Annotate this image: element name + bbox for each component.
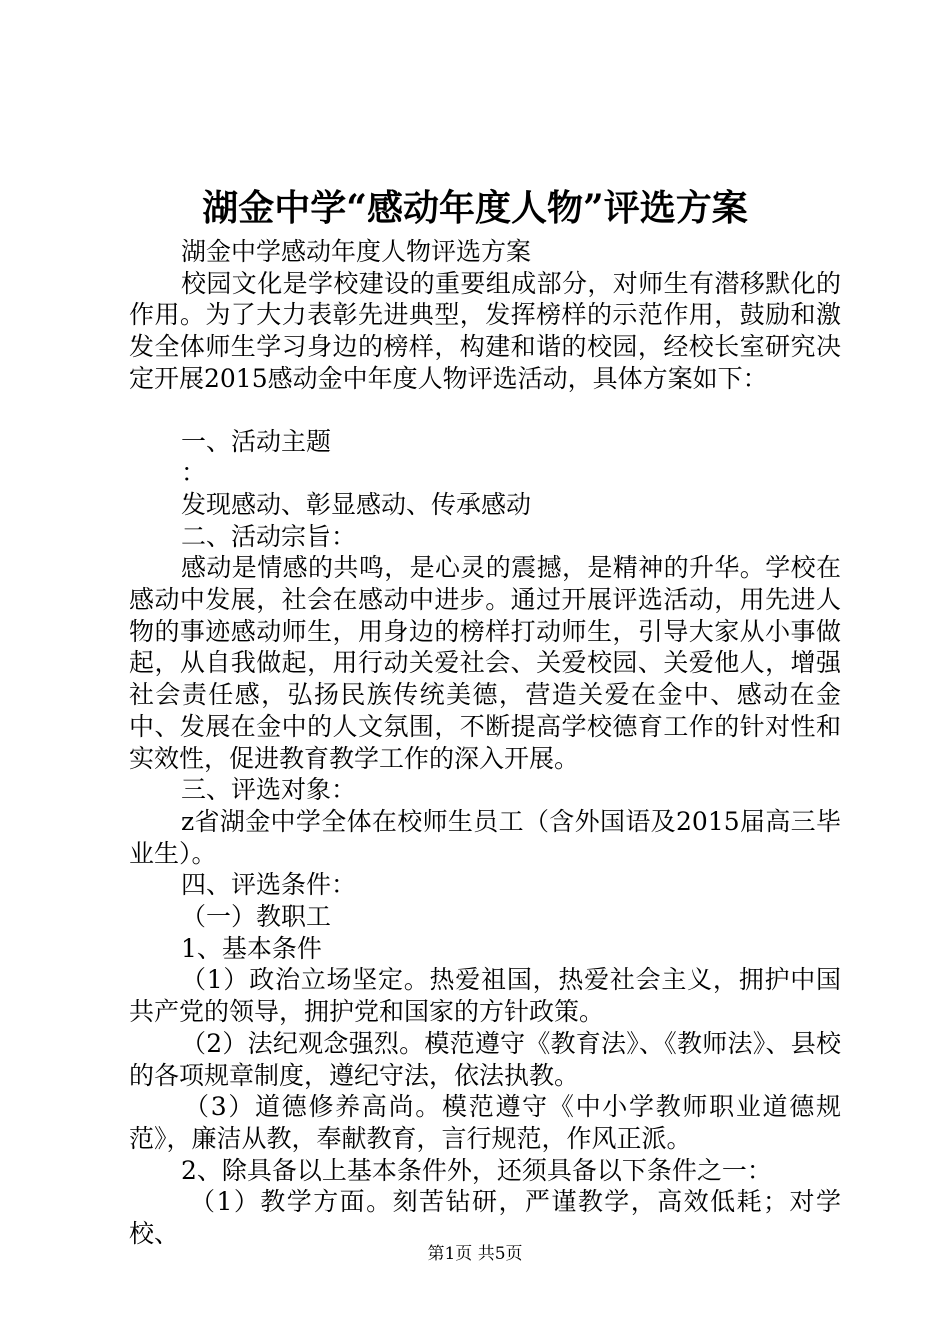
subsection-staff: （一）教职工 bbox=[181, 902, 332, 932]
intro-paragraph: 校园文化是学校建设的重要组成部分，对师生有潜移默化的作用。为了大力表彰先进典型，发挥榜样的示范作用，鼓励和激发全体师生学习身边的榜样，构建和谐的校园，经校长室研究决定开展2015感动金中年度人物评选活动，具体方案如下： bbox=[129, 268, 841, 393]
theme-colon: ： bbox=[181, 458, 207, 488]
subtitle-paragraph: 湖金中学感动年度人物评选方案 bbox=[181, 237, 532, 266]
document-body bbox=[129, 236, 841, 1250]
document-title: 湖金中学“感动年度人物”评选方案 bbox=[202, 187, 748, 229]
theme-text: 发现感动、彰显感动、传承感动 bbox=[181, 489, 532, 519]
section-heading-conditions: 四、评选条件： bbox=[181, 870, 357, 900]
additional-conditions-heading: 2、除具备以上基本条件外，还须具备以下条件之一： bbox=[181, 1155, 772, 1185]
section-heading-targets: 三、评选对象： bbox=[181, 775, 357, 805]
condition-item-2: （2）法纪观念强烈。模范遵守《教育法》、《教师法》、县校的各项规章制度，遵纪守法，依法执教。 bbox=[129, 1028, 841, 1090]
condition-item-1: （1）政治立场坚定。热爱祖国，热爱社会主义，拥护中国共产党的领导，拥护党和国家的方针政策。 bbox=[129, 965, 841, 1027]
section-heading-purpose: 二、活动宗旨： bbox=[181, 521, 357, 551]
section-heading-theme: 一、活动主题 bbox=[181, 426, 332, 456]
purpose-paragraph: 感动是情感的共鸣，是心灵的震撼，是精神的升华。学校在感动中发展，社会在感动中进步。通过开展评选活动，用先进人物的事迹感动师生，用身边的榜样打动师生，引导大家从小事做起，从自我做起，用行动关爱社会、关爱校园、关爱他人，增强社会责任感，弘扬民族传统美德，营造关爱在金中、感动在金中、发展在金中的人文氛围，不断提高学校德育工作的针对性和实效性，促进教育教学工作的深入开展。 bbox=[129, 553, 841, 773]
teaching-condition-item: （1）教学方面。刻苦钻研，严谨教学，高效低耗；对学校、 bbox=[129, 1187, 841, 1249]
condition-item-3: （3）道德修养高尚。模范遵守《中小学教师职业道德规范》，廉洁从教，奉献教育，言行规范，作风正派。 bbox=[129, 1092, 841, 1153]
basic-conditions-heading: 1、基本条件 bbox=[181, 933, 322, 963]
page-footer: 第1页 共5页 bbox=[427, 1244, 523, 1264]
targets-paragraph: z省湖金中学全体在校师生员工（含外国语及2015届高三毕业生）。 bbox=[129, 806, 841, 868]
